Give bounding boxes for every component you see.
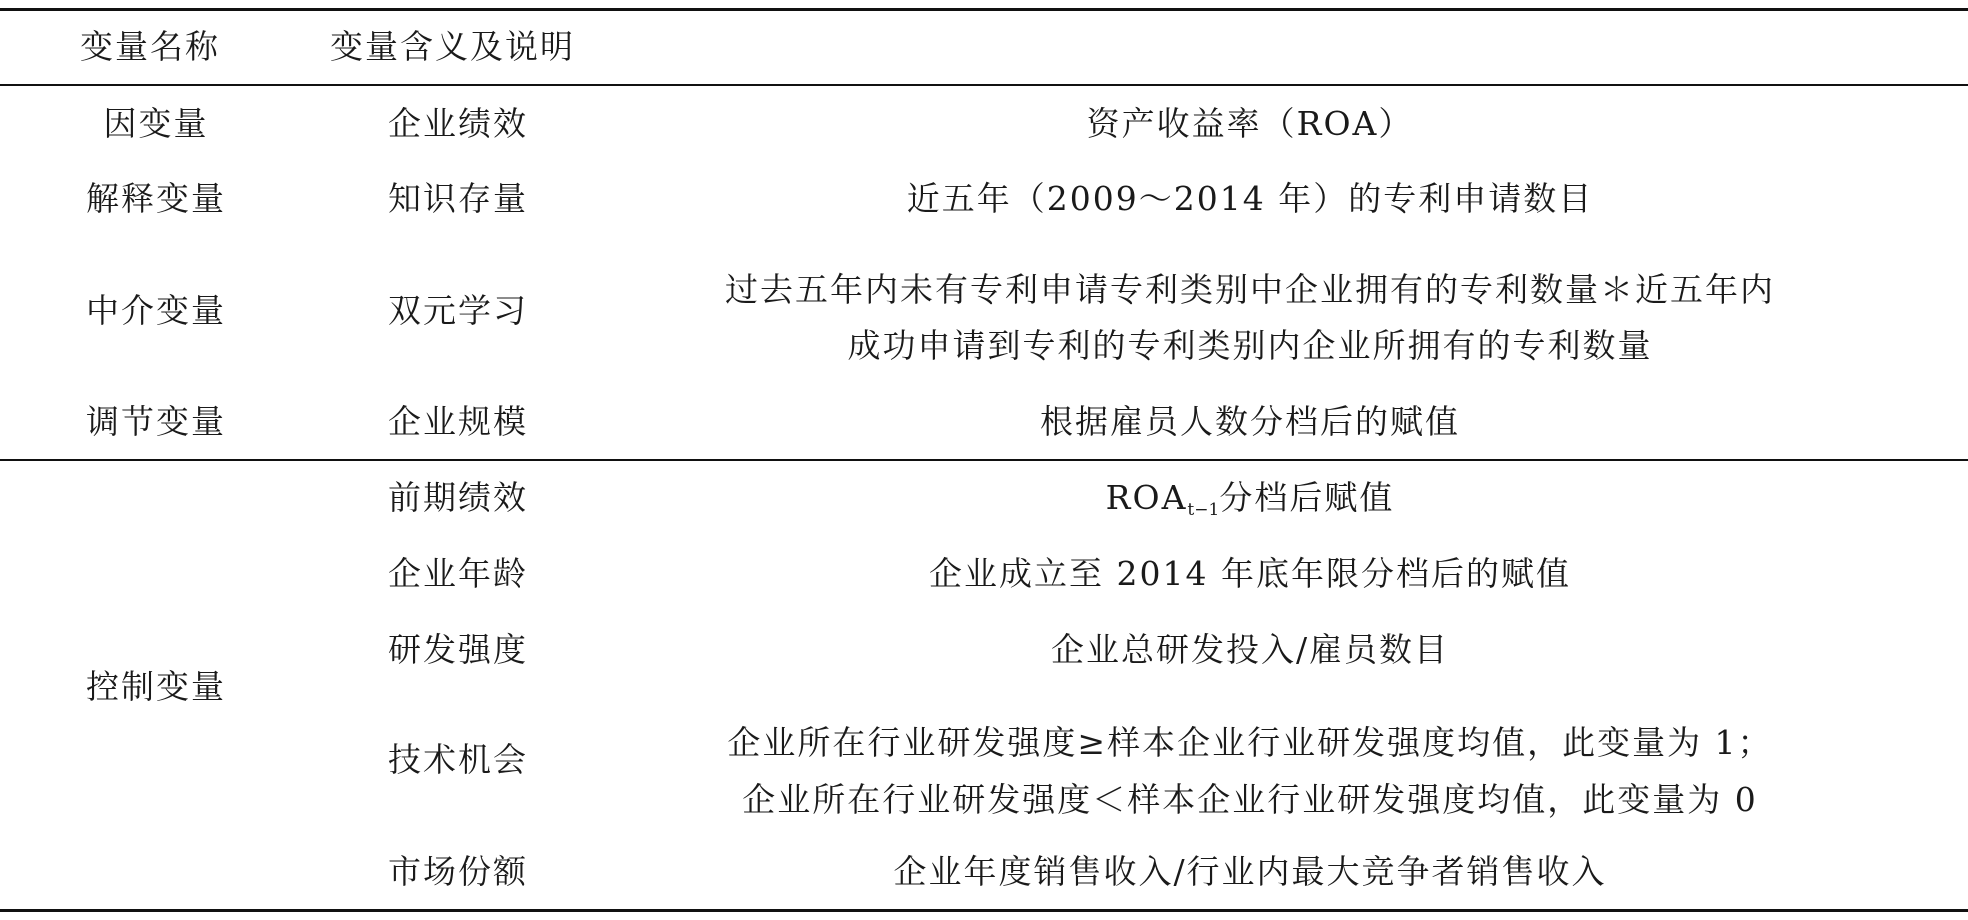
- description-line: 企业年度销售收入/行业内最大竞争者销售收入: [893, 852, 1607, 891]
- description-roa: [650, 104, 1850, 143]
- description-rd-intensity: [650, 630, 1850, 669]
- category-dependent: 因变量: [103, 104, 209, 143]
- description-line: 近五年（2009～2014 年）的专利申请数目: [906, 179, 1594, 218]
- variable-ambidextrous-learning: 双元学习: [388, 291, 528, 330]
- category-control: 控制变量: [86, 667, 226, 706]
- variable-market-share: 市场份额: [388, 852, 528, 891]
- description-market-share: [650, 852, 1850, 891]
- variable-firm-size: 企业规模: [388, 402, 528, 441]
- roa-rest-text: 分档后赋值: [1219, 478, 1395, 517]
- roa-subscript: t−1: [1187, 500, 1220, 520]
- category-mediator: 中介变量: [86, 291, 226, 330]
- description-line: 过去五年内未有专利申请专利类别中企业拥有的专利数量＊近五年内: [725, 270, 1775, 309]
- roa-text: ROA: [1105, 478, 1188, 517]
- table-top-rule: [0, 8, 1968, 11]
- header-variable-name: 变量名称: [80, 27, 220, 66]
- description-prior-roa: [650, 478, 1850, 520]
- description-tech-opportunity: [650, 714, 1850, 828]
- description-line: 成功申请到专利的专利类别内企业所拥有的专利数量: [847, 326, 1653, 365]
- description-line: 企业成立至 2014 年底年限分档后的赋值: [929, 554, 1571, 593]
- table-bottom-rule: [0, 909, 1968, 912]
- description-ambidextrous: [650, 262, 1850, 374]
- variable-firm-age: 企业年龄: [388, 554, 528, 593]
- variable-prior-performance: 前期绩效: [388, 478, 528, 517]
- description-line: 企业总研发投入/雇员数目: [1050, 630, 1450, 669]
- category-explanatory: 解释变量: [86, 179, 226, 218]
- description-employee-count: [650, 402, 1850, 441]
- variable-tech-opportunity: 技术机会: [388, 740, 528, 779]
- description-firm-age: [650, 554, 1850, 593]
- variable-firm-performance: 企业绩效: [388, 104, 528, 143]
- description-line: 企业所在行业研发强度≥样本企业行业研发强度均值，此变量为 1；: [727, 723, 1773, 762]
- header-variable-meaning: 变量含义及说明: [330, 27, 575, 66]
- category-moderator: 调节变量: [86, 402, 226, 441]
- description-line: 资产收益率（ROA）: [1086, 104, 1414, 143]
- description-line: 根据雇员人数分档后的赋值: [1040, 402, 1460, 441]
- variable-rd-intensity: 研发强度: [388, 630, 528, 669]
- description-patent-count: [650, 179, 1850, 218]
- header-rule: [0, 84, 1968, 86]
- description-line: 企业所在行业研发强度＜样本企业行业研发强度均值，此变量为 0: [742, 780, 1758, 819]
- section-rule: [0, 459, 1968, 461]
- variable-knowledge-stock: 知识存量: [388, 179, 528, 218]
